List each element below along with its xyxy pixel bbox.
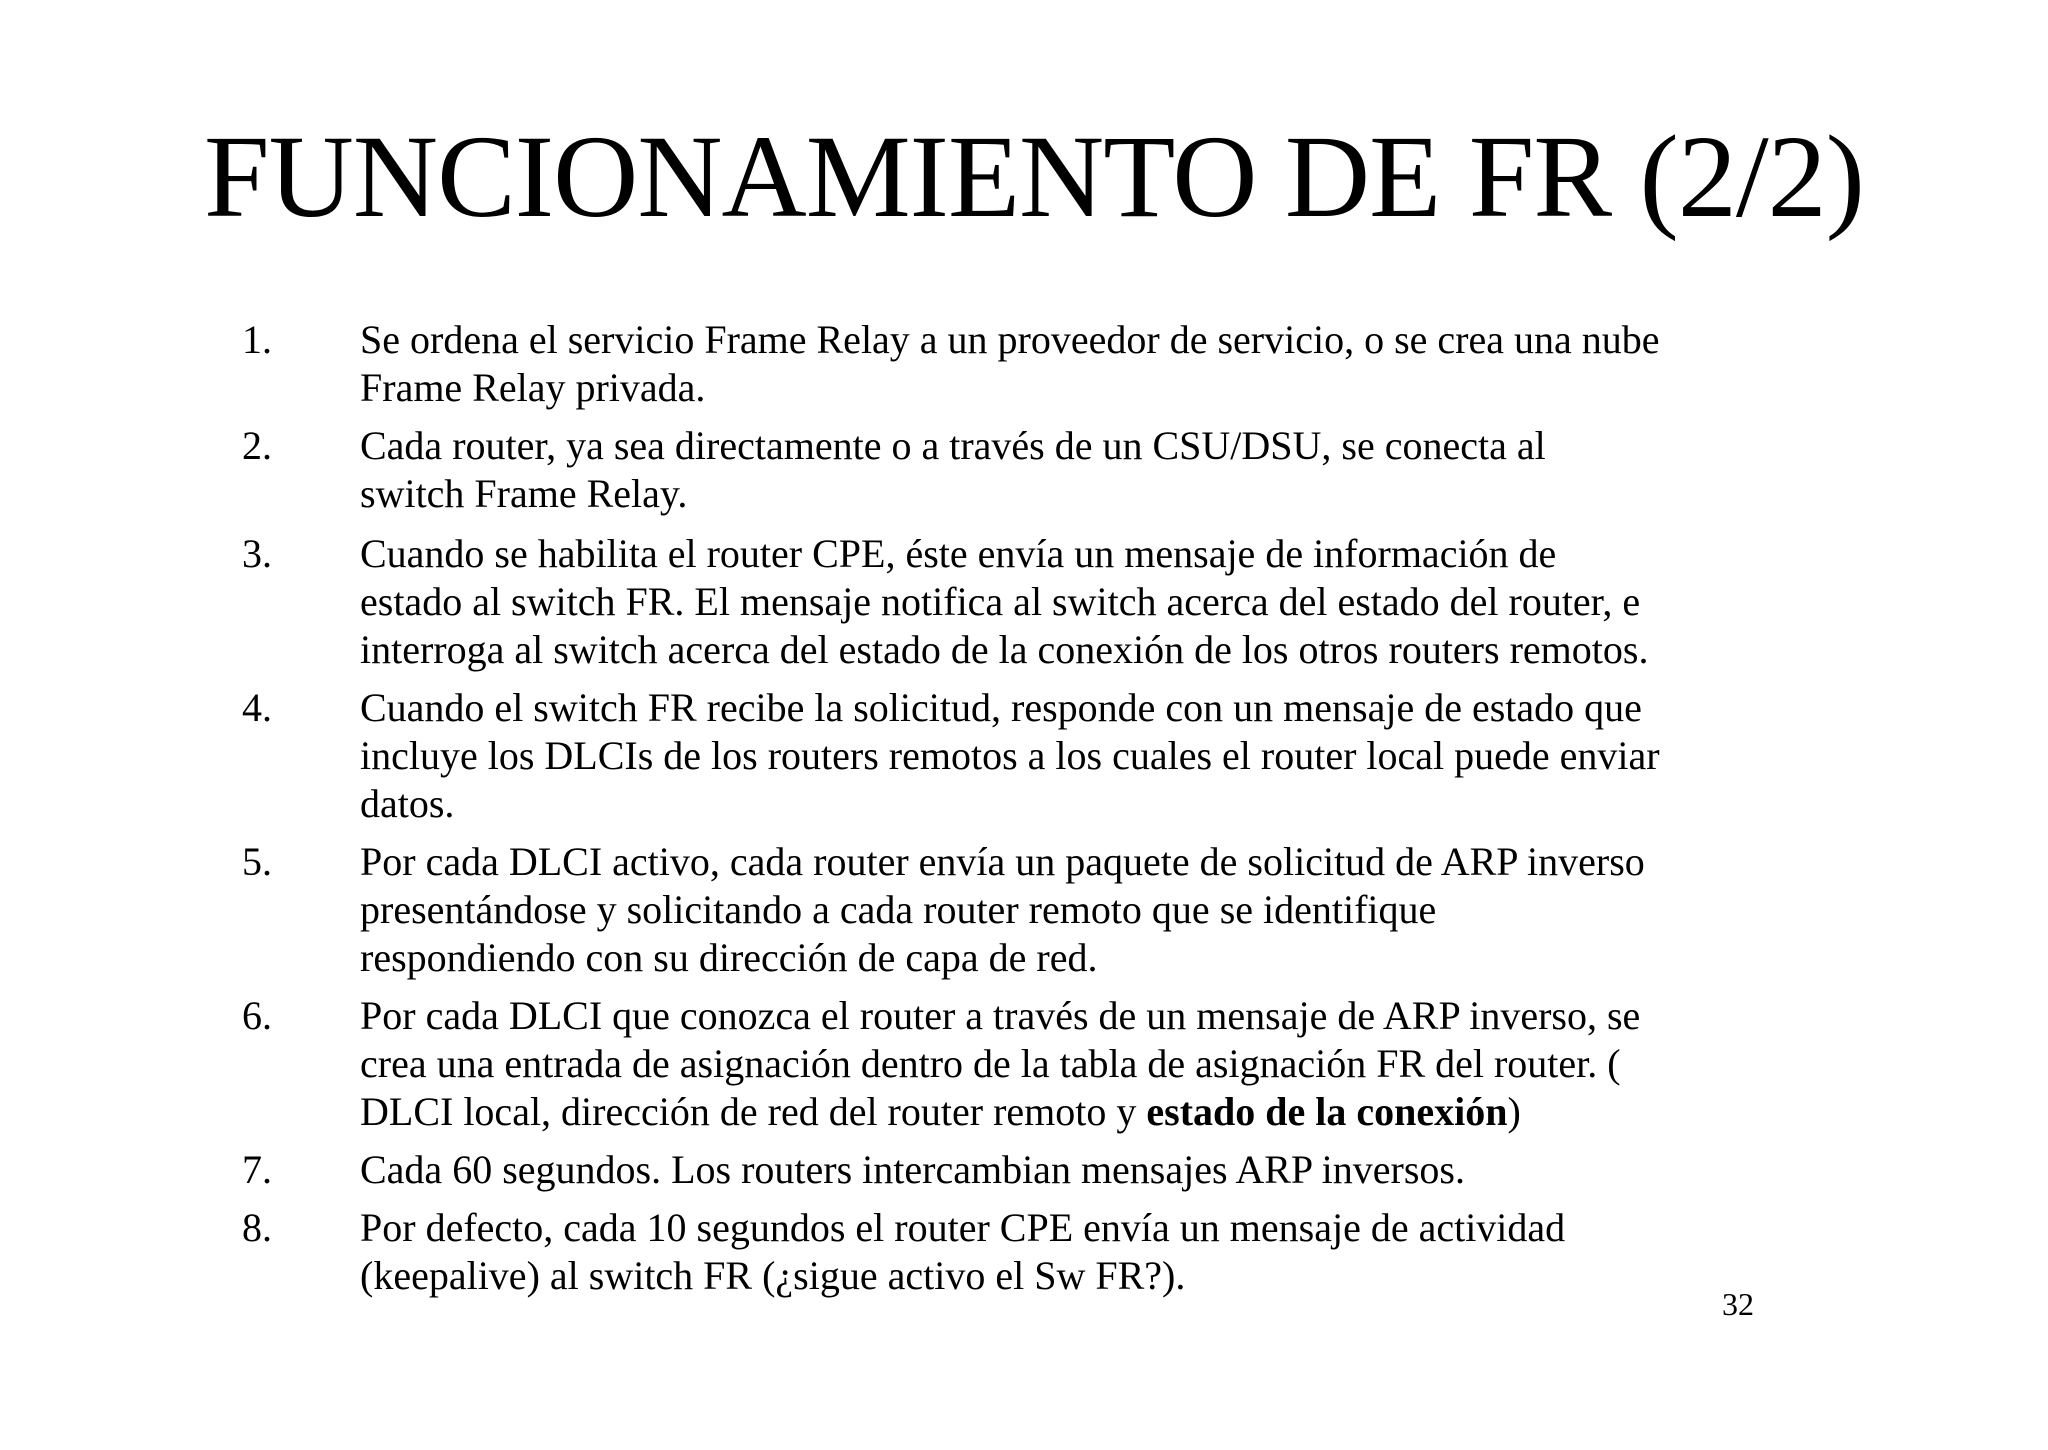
step-number: 5. [242,839,272,884]
step-line: Por defecto, cada 10 segundos el router CPE envía un mensaje de actividad [360,1205,1566,1250]
step-text [360,1146,1820,1194]
step-line: Por cada DLCI que conozca el router a través de un mensaje de ARP inverso, se [360,993,1641,1038]
emphasis-text: estado de la conexión [1146,1089,1508,1134]
step-text [360,422,1820,518]
step-line [360,1088,1820,1136]
step-line: Cuando se habilita el router CPE, éste envía un mensaje de información de [360,531,1557,576]
page-number: 32 [1722,1286,1754,1322]
slide-title: FUNCIONAMIENTO DE FR (2/2) [204,111,1864,242]
step-number: 2. [242,423,272,468]
step-line: estado al switch FR. El mensaje notifica al switch acerca del estado del router, e [360,579,1641,624]
step-line: Cada router, ya sea directamente o a través de un CSU/DSU, se conecta al [360,423,1546,468]
step-number: 3. [242,531,272,576]
step-line: datos. [360,781,455,826]
step-number: 4. [242,685,272,730]
step-line: interroga al switch acerca del estado de la conexión de los otros routers remotos. [360,627,1649,672]
step-line: incluye los DLCIs de los routers remotos a los cuales el router local puede enviar [360,733,1660,778]
step-text [360,316,1820,412]
step-text [360,684,1820,828]
step-line: Cuando el switch FR recibe la solicitud, responde con un mensaje de estado que [360,685,1642,730]
step-number: 1. [242,317,272,362]
step-line: (keepalive) al switch FR (¿sigue activo el Sw FR?). [360,1253,1186,1298]
step-text [360,838,1820,982]
step-line: respondiendo con su dirección de capa de red. [360,935,1098,980]
step-line: Cada 60 segundos. Los routers intercambian mensajes ARP inversos. [360,1147,1465,1192]
step-line-text: DLCI local, dirección de red del router remoto y [360,1089,1147,1134]
step-number: 6. [242,993,272,1038]
step-text [360,530,1820,674]
step-line: Por cada DLCI activo, cada router envía un paquete de solicitud de ARP inverso [360,839,1645,884]
step-text [360,1204,1820,1300]
step-line: Se ordena el servicio Frame Relay a un proveedor de servicio, o se crea una nube [360,317,1660,362]
step-line: presentándose y solicitando a cada router remoto que se identifique [360,887,1437,932]
step-number: 7. [242,1147,272,1192]
step-line: Frame Relay privada. [360,365,706,410]
step-line: crea una entrada de asignación dentro de la tabla de asignación FR del router. ( [360,1041,1621,1086]
step-number: 8. [242,1205,272,1250]
step-text [360,992,1820,1136]
step-line: switch Frame Relay. [360,471,688,516]
step-line-text: ) [1507,1089,1521,1134]
